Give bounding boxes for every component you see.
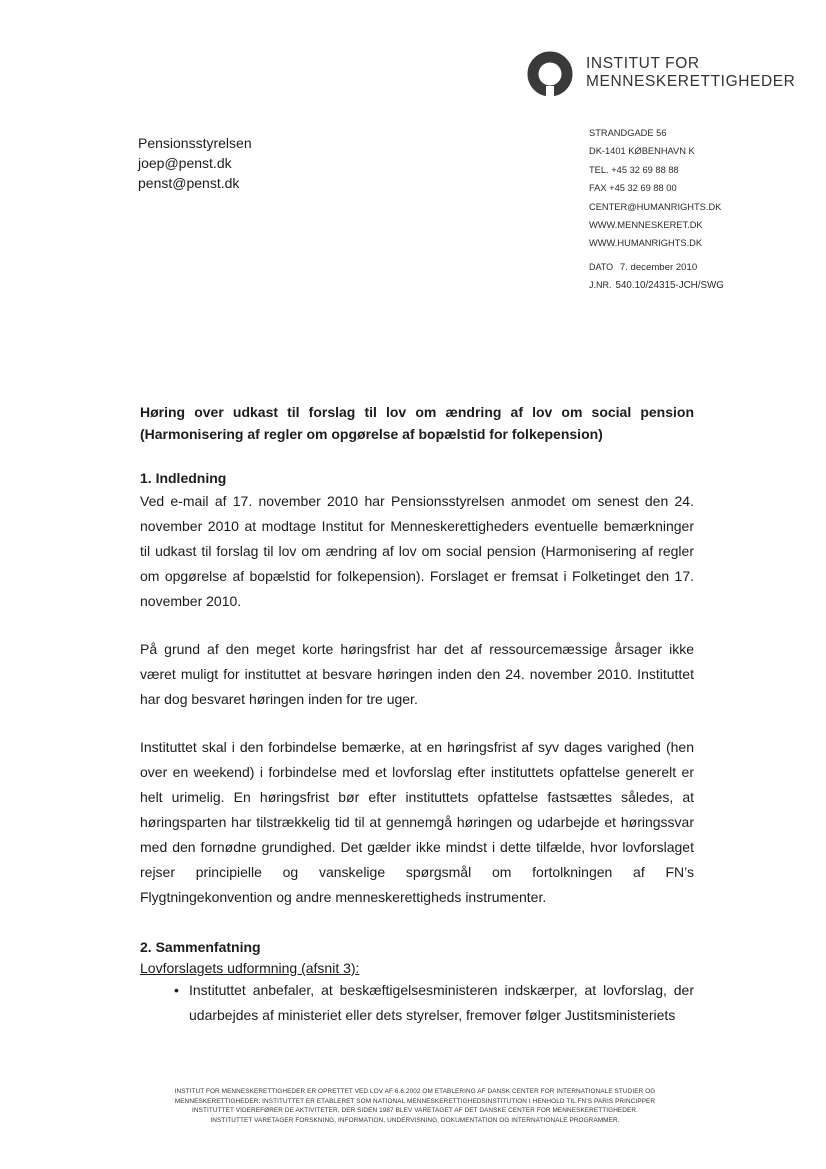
section-1-heading: 1. Indledning bbox=[140, 470, 227, 486]
letter-subject: Høring over udkast til forslag til lov om ændring af lov om social pension (Harmonisering af regler om opgørelse af bopælstid for folkepension) bbox=[140, 404, 694, 442]
bullet-icon: • bbox=[174, 982, 179, 998]
footer-line-4: INSTITUTTET VARETAGER FORSKNING, INFORMATION, UNDERVISNING, DOKUMENTATION OG INTERNATIONALE PROGRAMMER. bbox=[210, 1116, 620, 1124]
journal-number-value: 540.10/24315-JCH/SWG bbox=[615, 280, 724, 291]
subsection-heading: Lovforslagets udformning (afsnit 3): bbox=[140, 960, 360, 976]
section-2-heading: 2. Sammenfatning bbox=[140, 939, 261, 955]
recommendation-list bbox=[140, 978, 694, 1028]
sender-tel: TEL. +45 32 69 88 88 bbox=[589, 164, 679, 175]
sender-street: STRANDGADE 56 bbox=[589, 128, 667, 138]
recipient-email-2: penst@penst.dk bbox=[138, 175, 240, 191]
sender-web-2: WWW.HUMANRIGHTS.DK bbox=[589, 238, 703, 249]
recipient-address bbox=[138, 133, 252, 193]
footer-line-1: INSTITUT FOR MENNESKERETTIGHEDER ER OPRETTET VED LOV AF 6.6.2002 OM ETABLERING AF DANSK CENTER FOR INTERNATIONALE STUDIER OG bbox=[174, 1088, 656, 1095]
sender-web-1: WWW.MENNESKERET.DK bbox=[589, 220, 703, 231]
paragraph-2: På grund af den meget korte høringsfrist har det af ressourcemæssige årsager ikke været muligt for instituttet at besvare høringen inden den 24. november 2010. Instituttet har dog besvaret høringen inden for tre uger. bbox=[140, 641, 694, 707]
sender-fax: FAX +45 32 69 88 00 bbox=[589, 183, 677, 194]
page-footer bbox=[150, 1087, 680, 1125]
sender-email: CENTER@HUMANRIGHTS.DK bbox=[589, 201, 722, 212]
date-label: DATO bbox=[589, 262, 614, 272]
logo-line-1: INSTITUT FOR bbox=[586, 55, 700, 72]
date-value: 7. december 2010 bbox=[619, 262, 698, 273]
journal-number-label: J.NR. bbox=[589, 280, 612, 290]
journal-number-row bbox=[589, 280, 731, 291]
sender-address bbox=[589, 124, 721, 253]
paragraph-3: Instituttet skal i den forbindelse bemærke, at en høringsfrist af syv dages varighed (hen over en weekend) i forbindelse med et lovforslag efter instituttets opfattelse generelt er helt urimelig. En høringsfrist bør efter instituttets opfattelse fastsættes således, at høringsparten har tilstrækkelig tid til at gennemgå høringen og udarbejde et høringssvar med den fornødne grundighed. Det gælder ikke mindst i dette tilfælde, hvor lovforslaget rejser principielle og vanskelige spørgsmål om fortolkningen af FN’s Flygtningekonvention og andre menneskerettigheds instrumenter. bbox=[140, 739, 694, 905]
date-row bbox=[589, 262, 731, 273]
footer-line-2: MENNESKERETTIGHEDER. INSTITUTTET ER ETABLERET SOM NATIONAL MENNESKERETTIGHEDSINSTITUTION I HENHOLD TIL FN’S PARIS PRINCIPPER bbox=[174, 1097, 656, 1105]
recipient-name: Pensionsstyrelsen bbox=[138, 135, 252, 151]
logo-ring-icon bbox=[524, 50, 576, 98]
recipient-email-1: joep@penst.dk bbox=[138, 155, 232, 171]
list-item-text: Instituttet anbefaler, at beskæftigelsesministeren indskærper, at lovforslag, der udarbejdes af ministeriet eller dets styrelser, fremover følger Justitsministeriets bbox=[189, 982, 694, 1023]
footer-line-3: INSTITUTTET VIDEREFØRER DE AKTIVITETER, DER SIDEN 1987 BLEV VARETAGET AF DET DANSKE CENTER FOR MENNESKERETTIGHEDER. bbox=[192, 1107, 638, 1115]
list-item bbox=[140, 978, 694, 1028]
sender-city: DK-1401 KØBENHAVN K bbox=[589, 146, 695, 157]
letter-body bbox=[140, 401, 694, 1028]
logo-wordmark bbox=[586, 55, 826, 91]
logo-line-2: MENNESKERETTIGHEDER bbox=[586, 73, 796, 90]
letter-meta bbox=[589, 262, 731, 291]
paragraph-1: Ved e-mail af 17. november 2010 har Pensionsstyrelsen anmodet om senest den 24. november 2010 at modtage Institut for Menneskerettigheders eventuelle bemærkninger til udkast til forslag til lov om ændring af lov om social pension (Harmonisering af regler om opgørelse af bopælstid for folkepension). Forslaget er fremsat i Folketinget den 17. november 2010. bbox=[140, 493, 694, 609]
